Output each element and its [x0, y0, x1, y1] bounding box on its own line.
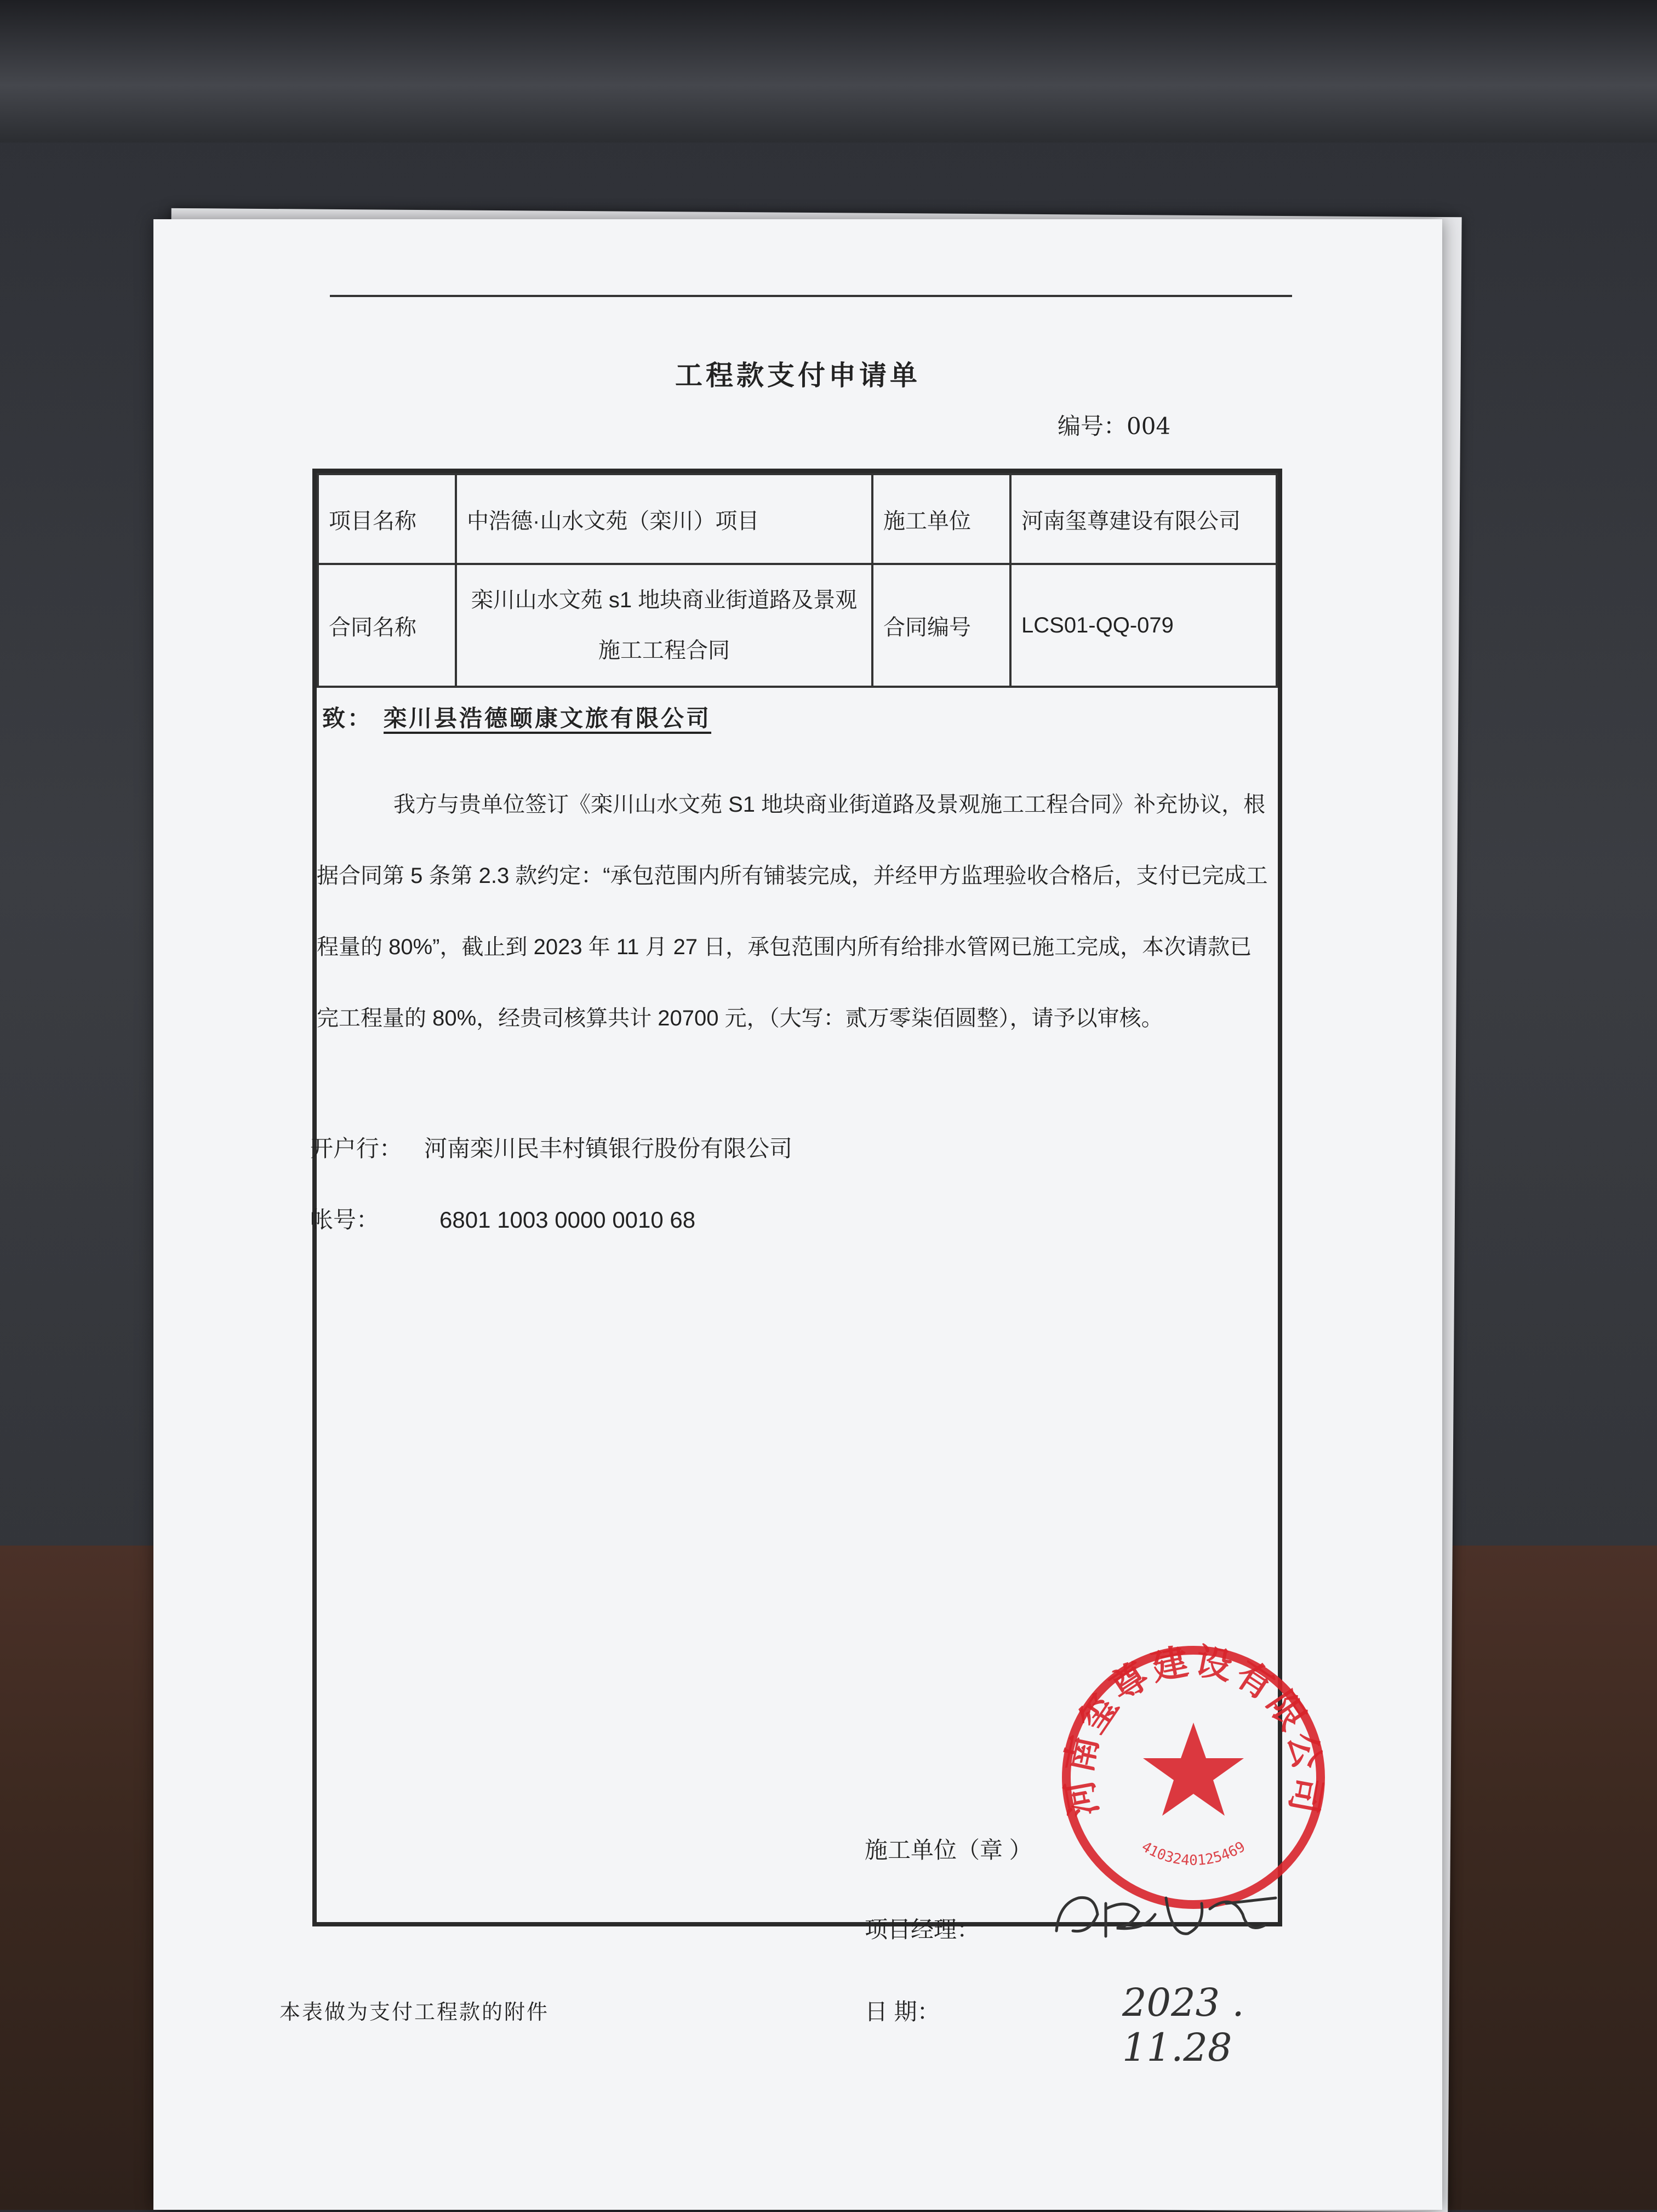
info-table	[317, 473, 1278, 688]
contract-name-label: 合同名称	[318, 564, 456, 687]
document-page	[153, 219, 1442, 2210]
project-name-value: 中浩德·山水文苑（栾川）项目	[456, 474, 872, 564]
manager-label: 项目经理：	[865, 1917, 980, 1942]
contract-name-line1: 栾川山水文苑 s1 地块商业街道路及景观	[471, 588, 858, 612]
seal-label: 施工单位（章 ）	[865, 1837, 1032, 1863]
contract-name-value	[456, 564, 872, 687]
contract-name-line2: 施工工程合同	[598, 638, 730, 663]
addressee-label: 致：	[322, 705, 373, 732]
contractor-label: 施工单位	[872, 474, 1010, 564]
company-seal	[1056, 1640, 1330, 1914]
contract-no-value: LCS01-QQ-079	[1010, 564, 1277, 687]
serial-number	[1058, 408, 1170, 441]
svg-text:4103240125469: 4103240125469	[1139, 1838, 1248, 1869]
account-label: 帐号：	[310, 1207, 380, 1233]
footer-note: 本表做为支付工程款的附件	[279, 2000, 550, 2024]
project-name-label: 项目名称	[318, 474, 456, 564]
handwritten-date: 2023 . 11.28	[1122, 1980, 1244, 2070]
account-line	[310, 1202, 695, 1235]
date-label: 日 期：	[865, 1999, 940, 2025]
desk-background	[0, 0, 1657, 142]
contract-no-label: 合同编号	[872, 564, 1010, 687]
bank-line	[310, 1131, 792, 1164]
bank-label: 开户行：	[310, 1136, 403, 1161]
contractor-value: 河南玺尊建设有限公司	[1010, 474, 1277, 564]
bank-value: 河南栾川民丰村镇银行股份有限公司	[424, 1136, 793, 1161]
serial-label: 编号：	[1058, 413, 1127, 440]
addressee-name: 栾川县浩德颐康文旅有限公司	[384, 705, 712, 732]
header-rule	[330, 295, 1292, 297]
serial-value: 004	[1127, 413, 1171, 440]
addressee	[322, 700, 711, 733]
table-row	[318, 564, 1277, 687]
manager-signature	[1045, 1882, 1287, 1947]
account-value: 6801 1003 0000 0010 68	[439, 1207, 696, 1233]
svg-text:河南玺尊建设有限公司: 河南玺尊建设有限公司	[1056, 1640, 1330, 1820]
table-row	[318, 474, 1277, 564]
request-body: 我方与贵单位签订《栾川山水文苑 S1 地块商业街道路及景观施工工程合同》补充协议，根据合同第 5 条第 2.3 款约定：“承包范围内所有铺装完成，并经甲方监理验收合格后，支付已完成工程量的 80%”，截止到 2023 年 11 月 27 日，承包范围内所有给排水管网已施工完成，本次请款已完工程量的 80%，经贵司核算共计 20700 元，（大写：贰万零柒佰圆整），请予以审核。	[317, 793, 1268, 1030]
document-title: 工程款支付申请单	[675, 359, 921, 391]
